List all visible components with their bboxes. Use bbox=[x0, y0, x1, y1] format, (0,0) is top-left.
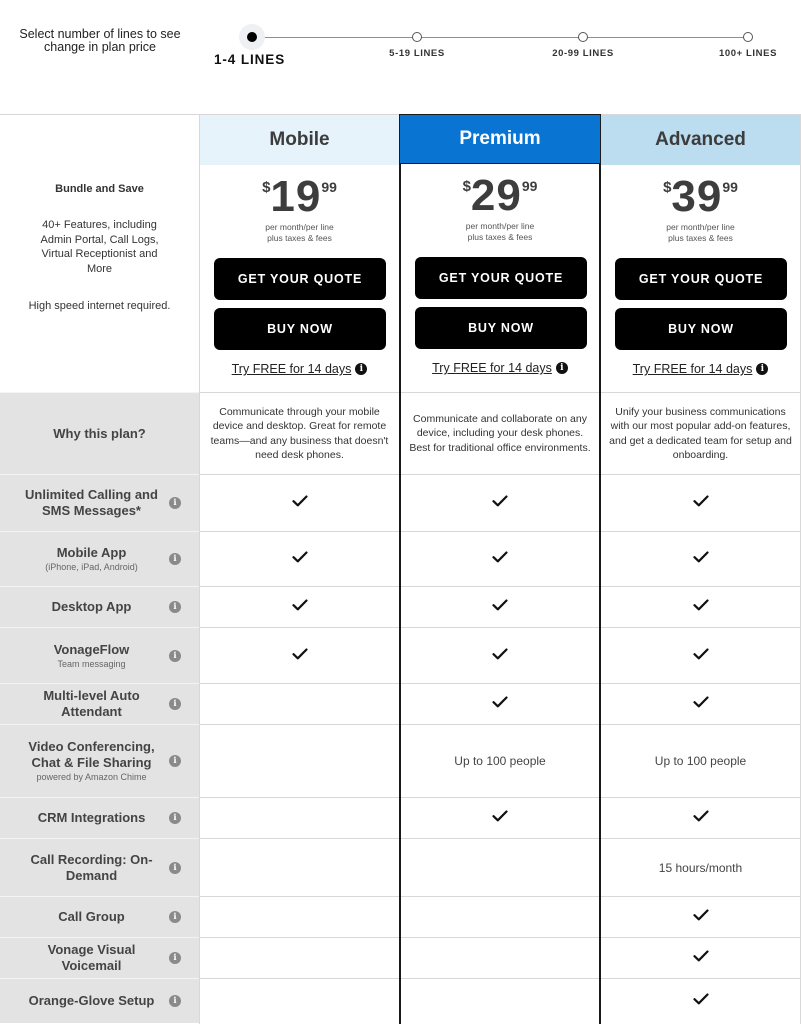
check-icon bbox=[693, 992, 709, 1010]
feature-cell bbox=[401, 531, 599, 586]
plan-name: Advanced bbox=[601, 115, 800, 165]
check-icon bbox=[292, 494, 308, 512]
feature-sublabel: powered by Amazon Chime bbox=[36, 772, 147, 782]
plan-pricing bbox=[401, 164, 599, 391]
feature-cell bbox=[601, 627, 800, 683]
check-icon bbox=[693, 494, 709, 512]
feature-cell bbox=[200, 937, 399, 978]
free-trial bbox=[601, 362, 800, 376]
feature-cell bbox=[200, 896, 399, 937]
feature-name: Mobile App bbox=[56, 545, 127, 560]
buy-now-button[interactable]: BUY NOW bbox=[615, 308, 787, 350]
line-count-selector bbox=[0, 0, 801, 114]
info-icon[interactable]: i bbox=[169, 952, 181, 964]
feature-cell bbox=[200, 586, 399, 627]
plan-comparison-table bbox=[0, 114, 801, 1024]
feature-label bbox=[18, 599, 165, 615]
price-terms bbox=[200, 222, 399, 244]
taxes-note: plus taxes & fees bbox=[467, 232, 533, 242]
info-icon[interactable]: i bbox=[355, 363, 367, 375]
feature-value: 15 hours/month bbox=[658, 860, 743, 875]
info-icon[interactable]: i bbox=[169, 995, 181, 1007]
feature-label-row bbox=[0, 937, 199, 978]
check-icon bbox=[492, 647, 508, 665]
feature-label bbox=[18, 545, 165, 573]
internet-note: High speed internet required. bbox=[28, 300, 171, 312]
currency-symbol: $ bbox=[462, 178, 471, 195]
check-icon bbox=[492, 809, 508, 827]
feature-label-row bbox=[0, 683, 199, 724]
free-trial-link[interactable]: Try FREE for 14 days bbox=[432, 361, 552, 375]
feature-cell bbox=[401, 586, 599, 627]
feature-cell bbox=[200, 797, 399, 838]
feature-cell bbox=[601, 937, 800, 978]
free-trial-link[interactable]: Try FREE for 14 days bbox=[231, 362, 352, 376]
feature-cell bbox=[200, 838, 399, 896]
info-icon[interactable]: i bbox=[169, 553, 181, 565]
why-plan-cell bbox=[601, 392, 800, 474]
per-month-note: per month/per line bbox=[666, 222, 735, 232]
check-icon bbox=[693, 550, 709, 568]
check-icon bbox=[693, 908, 709, 926]
price-terms bbox=[601, 222, 800, 244]
feature-name: Vonage Visual Voicemail bbox=[47, 942, 136, 973]
check-icon bbox=[492, 598, 508, 616]
option-dot bbox=[412, 32, 422, 42]
line-option-label: 1-4 LINES bbox=[214, 52, 286, 67]
feature-label bbox=[18, 810, 165, 826]
currency-symbol: $ bbox=[663, 179, 672, 196]
feature-label-row bbox=[0, 978, 199, 1023]
selector-track bbox=[252, 37, 748, 38]
price-amount: 19 bbox=[270, 172, 322, 221]
line-option-label: 5-19 LINES bbox=[389, 48, 445, 59]
feature-label bbox=[18, 909, 165, 925]
check-icon bbox=[693, 949, 709, 967]
feature-cell bbox=[200, 627, 399, 683]
why-plan-cell bbox=[200, 392, 399, 474]
get-quote-button[interactable]: GET YOUR QUOTE bbox=[415, 257, 587, 299]
option-dot bbox=[743, 32, 753, 42]
feature-cell bbox=[601, 531, 800, 586]
taxes-note: plus taxes & fees bbox=[668, 233, 733, 243]
why-plan-text: Unify your business communications with our most popular add-on features, and get a dedicated team for setup and onboarding. bbox=[609, 405, 792, 461]
buy-now-button[interactable]: BUY NOW bbox=[415, 307, 587, 349]
why-plan-label: Why this plan? bbox=[53, 425, 146, 441]
feature-cell bbox=[200, 474, 399, 531]
plan-name: Mobile bbox=[200, 115, 399, 165]
feature-label-row bbox=[0, 724, 199, 797]
check-icon bbox=[492, 550, 508, 568]
plan-column-mobile bbox=[199, 115, 399, 1024]
plan-column-premium bbox=[399, 115, 601, 1024]
feature-label-row bbox=[0, 838, 199, 896]
price bbox=[200, 172, 399, 221]
selector-caption: Select number of lines to see change in plan price bbox=[19, 27, 181, 54]
free-trial-link[interactable]: Try FREE for 14 days bbox=[632, 362, 753, 376]
feature-label-row bbox=[0, 797, 199, 838]
feature-cell bbox=[401, 797, 599, 838]
line-option-label: 20-99 LINES bbox=[552, 48, 614, 59]
option-dot bbox=[578, 32, 588, 42]
per-month-note: per month/per line bbox=[465, 221, 535, 231]
feature-sublabel: (iPhone, iPad, Android) bbox=[45, 562, 138, 572]
check-icon bbox=[693, 809, 709, 827]
feature-cell bbox=[601, 586, 800, 627]
feature-name: Unlimited Calling and SMS Messages* bbox=[25, 487, 158, 518]
feature-cell bbox=[601, 896, 800, 937]
feature-cell bbox=[401, 724, 599, 797]
plan-name: Premium bbox=[399, 114, 601, 164]
info-icon[interactable]: i bbox=[756, 363, 768, 375]
price-amount: 29 bbox=[470, 171, 522, 220]
get-quote-button[interactable]: GET YOUR QUOTE bbox=[615, 258, 787, 300]
feature-value: Up to 100 people bbox=[454, 754, 546, 768]
feature-cell bbox=[401, 978, 599, 1023]
row-label-why bbox=[0, 392, 199, 474]
feature-cell bbox=[401, 627, 599, 683]
why-plan-text: Communicate and collaborate on any device, including your desk phones. Best for traditional office environments. bbox=[409, 412, 591, 454]
feature-label bbox=[18, 852, 165, 884]
info-icon[interactable]: i bbox=[169, 862, 181, 874]
free-trial bbox=[200, 362, 399, 376]
info-icon[interactable]: i bbox=[556, 362, 568, 374]
bundle-summary bbox=[0, 165, 199, 392]
plan-pricing bbox=[200, 165, 399, 392]
feature-name: VonageFlow bbox=[53, 641, 130, 657]
info-icon[interactable]: i bbox=[169, 650, 181, 662]
feature-cell bbox=[601, 724, 800, 797]
plan-pricing bbox=[601, 165, 800, 392]
info-icon[interactable]: i bbox=[169, 911, 181, 923]
feature-label-row bbox=[0, 531, 199, 586]
feature-label-row bbox=[0, 627, 199, 683]
check-icon bbox=[693, 695, 709, 713]
free-trial bbox=[401, 361, 599, 375]
feature-cell bbox=[601, 683, 800, 724]
feature-label-row bbox=[0, 586, 199, 627]
buy-now-button[interactable]: BUY NOW bbox=[214, 308, 386, 350]
feature-name: CRM Integrations bbox=[37, 810, 146, 825]
feature-cell bbox=[200, 531, 399, 586]
why-plan-cell bbox=[401, 392, 599, 474]
bundle-features: 40+ Features, including Admin Portal, Call Logs, Virtual Receptionist and More bbox=[40, 219, 159, 275]
feature-cell bbox=[200, 683, 399, 724]
feature-sublabel: Team messaging bbox=[57, 658, 126, 669]
get-quote-button[interactable]: GET YOUR QUOTE bbox=[214, 258, 386, 300]
feature-label-row bbox=[0, 474, 199, 531]
plan-column-advanced bbox=[601, 115, 801, 1024]
currency-symbol: $ bbox=[262, 179, 271, 196]
check-icon bbox=[492, 695, 508, 713]
info-icon[interactable]: i bbox=[169, 812, 181, 824]
check-icon bbox=[292, 550, 308, 568]
feature-label bbox=[18, 739, 165, 783]
price-amount: 39 bbox=[671, 172, 723, 221]
feature-name: Orange-Glove Setup bbox=[28, 993, 155, 1008]
feature-value: Up to 100 people bbox=[654, 754, 747, 768]
feature-name: Video Conferencing, Chat & File Sharing bbox=[28, 739, 155, 770]
feature-cell bbox=[401, 896, 599, 937]
info-icon[interactable]: i bbox=[169, 755, 181, 767]
feature-label-column bbox=[0, 115, 199, 1024]
check-icon bbox=[492, 494, 508, 512]
feature-name: Call Group bbox=[58, 909, 125, 924]
feature-cell bbox=[401, 683, 599, 724]
feature-label bbox=[18, 487, 165, 519]
per-month-note: per month/per line bbox=[265, 222, 334, 232]
info-icon[interactable]: i bbox=[169, 497, 181, 509]
check-icon bbox=[292, 598, 308, 616]
feature-label bbox=[18, 993, 165, 1009]
feature-name: Desktop App bbox=[51, 599, 132, 614]
bundle-title: Bundle and Save bbox=[55, 183, 144, 195]
feature-cell bbox=[601, 978, 800, 1023]
feature-cell bbox=[401, 937, 599, 978]
check-icon bbox=[292, 647, 308, 665]
feature-cell bbox=[200, 978, 399, 1023]
feature-label bbox=[18, 942, 165, 974]
feature-cell bbox=[401, 838, 599, 896]
feature-label-row bbox=[0, 896, 199, 937]
check-icon bbox=[693, 647, 709, 665]
price-cents: 99 bbox=[722, 179, 738, 195]
feature-cell bbox=[601, 797, 800, 838]
price-cents: 99 bbox=[321, 179, 337, 195]
feature-name: Call Recording: On-Demand bbox=[30, 851, 153, 883]
feature-cell bbox=[401, 474, 599, 531]
why-plan-text: Communicate through your mobile device and desktop. Great for remote teams—and any business that doesn't need desk phones. bbox=[210, 405, 389, 461]
taxes-note: plus taxes & fees bbox=[267, 233, 332, 243]
feature-cell bbox=[200, 724, 399, 797]
feature-label bbox=[18, 642, 165, 670]
feature-name: Multi-level Auto Attendant bbox=[43, 688, 140, 719]
feature-cell bbox=[601, 474, 800, 531]
price bbox=[401, 171, 599, 220]
check-icon bbox=[693, 598, 709, 616]
price-terms bbox=[401, 221, 599, 243]
feature-cell bbox=[601, 838, 800, 896]
feature-label bbox=[18, 688, 165, 720]
price bbox=[601, 172, 800, 221]
info-icon[interactable]: i bbox=[169, 698, 181, 710]
line-option-label: 100+ LINES bbox=[718, 48, 778, 59]
info-icon[interactable]: i bbox=[169, 601, 181, 613]
selected-dot bbox=[247, 32, 257, 42]
price-cents: 99 bbox=[521, 178, 538, 194]
